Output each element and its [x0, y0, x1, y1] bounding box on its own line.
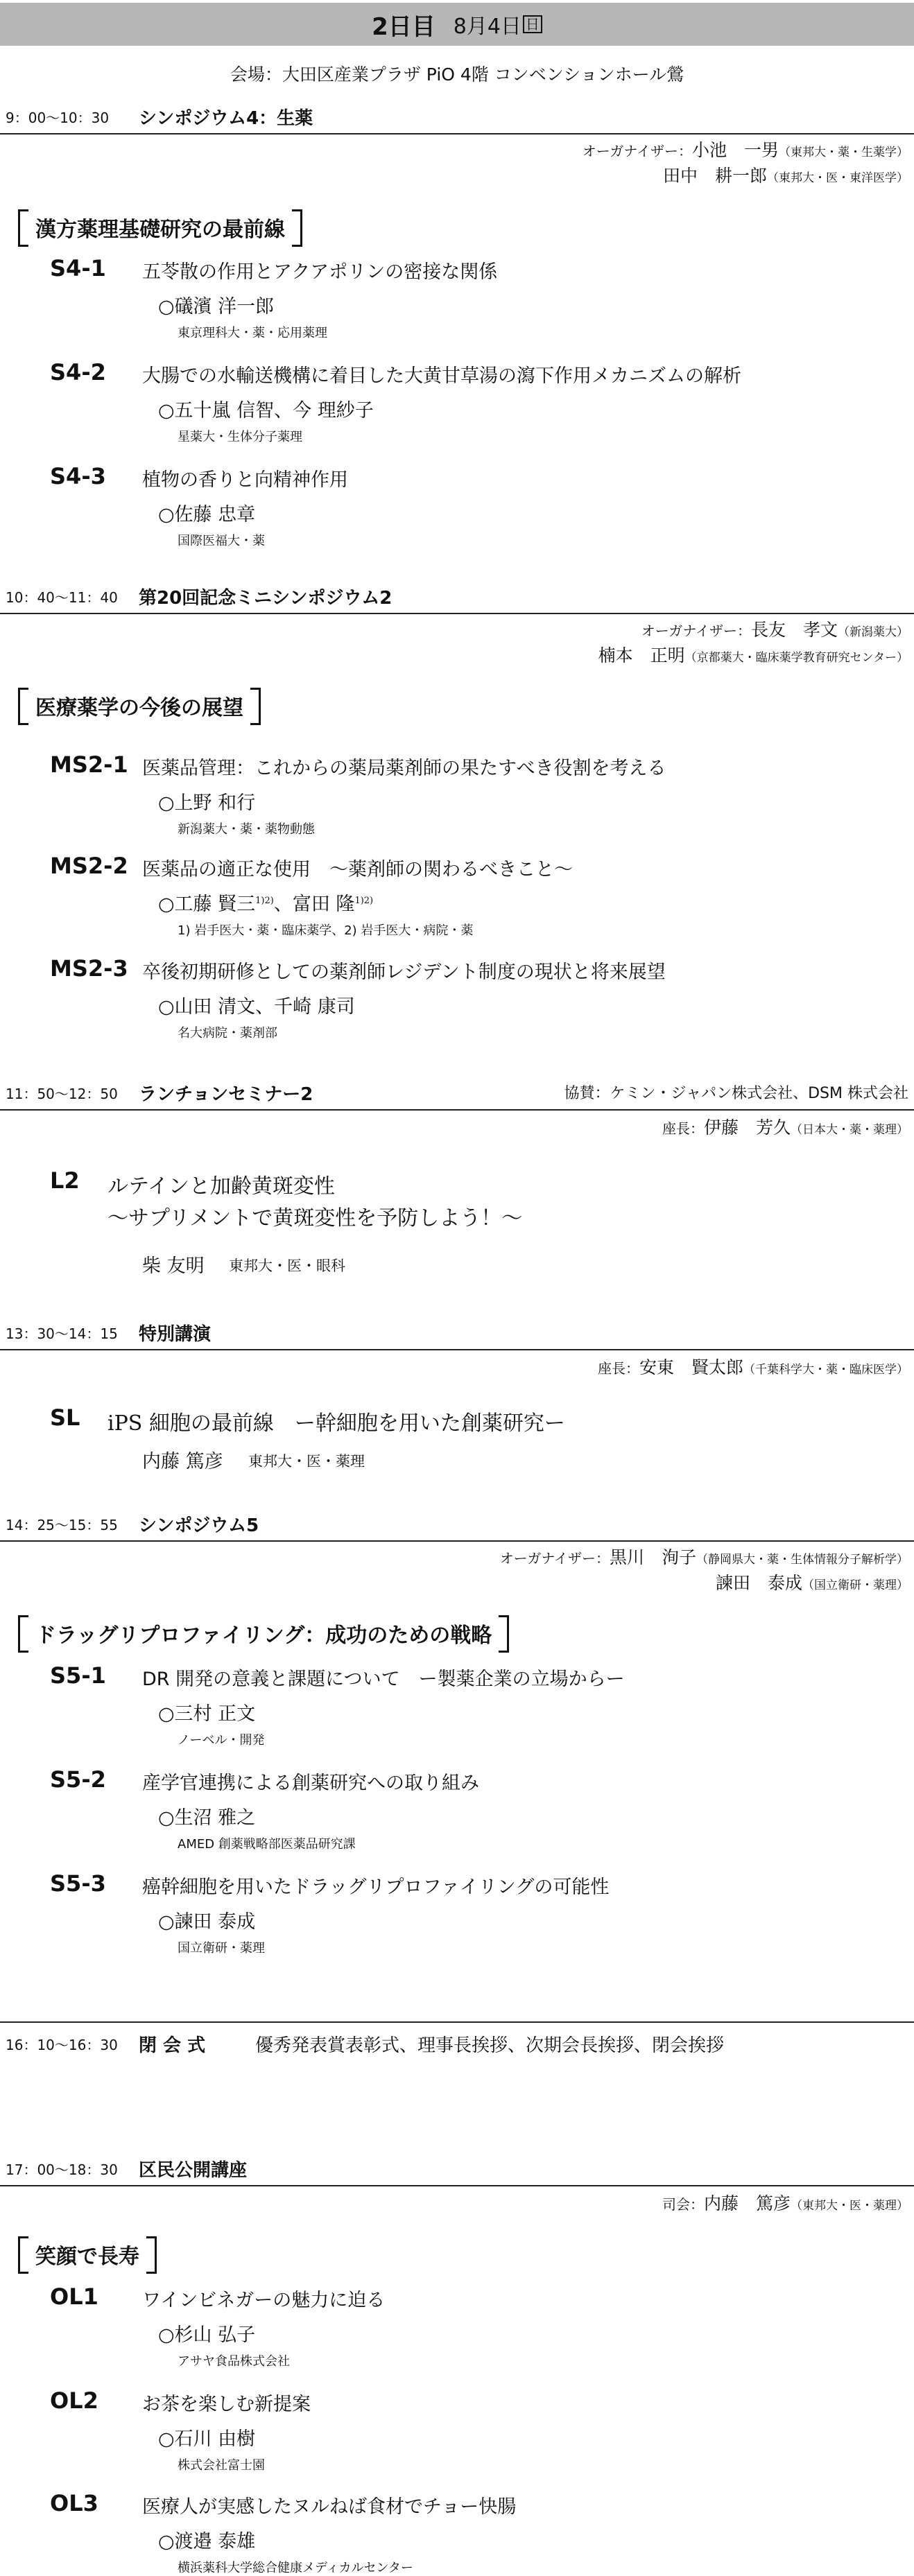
session-title: シンポジウム5	[139, 1515, 259, 1536]
organizer-name: 黒川 洵子	[609, 1547, 696, 1567]
talk-title: 産学官連携による創薬研究への取り組み	[142, 1773, 479, 1794]
chair-affiliation: （千葉科学大・薬・臨床医学）	[743, 1363, 908, 1377]
organizer-name: 諫田 泰成	[715, 1573, 802, 1593]
talk-title: ワインビネガーの魅力に迫る	[142, 2290, 386, 2311]
organizer-affiliation: （東邦大・薬・生薬学）	[779, 146, 908, 159]
venue-line: 会場：大田区産業プラザ PiO 4階 コンベンションホール鶯	[230, 64, 684, 85]
chair-affiliation: （日本大・薬・薬理）	[791, 1123, 908, 1137]
talk-speaker: ○佐藤 忠章	[158, 504, 256, 525]
talk-title: 癌幹細胞を用いたドラッグリプロファイリングの可能性	[142, 1877, 610, 1898]
chair-label: 座長：	[597, 1360, 639, 1377]
divider	[0, 1109, 914, 1111]
talk-title: 大腸での水輸送機構に着目した大黄甘草湯の瀉下作用メカニズムの解析	[142, 365, 741, 387]
talk-speaker: ○杉山 弘子	[158, 2324, 256, 2346]
talk-subtitle: ～サプリメントで黄斑変性を予防しよう！～	[107, 1206, 523, 1230]
talk-affiliation: 東邦大・医・眼科	[229, 1257, 345, 1274]
closing-program: 優秀発表賞表彰式、理事長挨拶、次期会長挨拶、閉会挨拶	[255, 2035, 725, 2056]
session-theme: 笑顔で長寿	[18, 2236, 157, 2274]
divider	[0, 133, 914, 134]
talk-code: S5-2	[50, 1766, 106, 1793]
session-theme: 医療薬学の今後の展望	[18, 688, 261, 725]
talk-code: S4-1	[50, 255, 106, 281]
talk-speaker: ○五十嵐 信智、今 理紗子	[158, 400, 374, 421]
talk-title: 植物の香りと向精神作用	[142, 469, 348, 491]
session-title: 区民公開講座	[139, 2160, 248, 2181]
organizer-label: オーガナイザー：	[499, 1550, 610, 1567]
organizer-affiliation: （京都薬大・臨床薬学教育研究センター）	[684, 651, 908, 665]
talk-speaker	[158, 889, 373, 916]
talk-code: MS2-1	[50, 751, 128, 778]
divider	[0, 2021, 914, 2023]
talk-affiliation: 国際医福大・薬	[178, 534, 265, 548]
talk-title: お茶を楽しむ新提案	[142, 2394, 311, 2415]
talk-affiliation: 星薬大・生体分子薬理	[178, 430, 302, 444]
talk-affiliation: 横浜薬科大学総合健康メディカルセンター	[178, 2561, 413, 2575]
talk-speaker: ○渡邉 泰雄	[158, 2531, 256, 2552]
talk-title: 医療人が実感したヌルねば食材でチョー快腸	[142, 2496, 517, 2518]
talk-speaker: ○諫田 泰成	[158, 1911, 256, 1933]
host-affiliation: （東邦大・医・薬理）	[791, 2199, 908, 2213]
divider	[0, 1540, 914, 1542]
speaker-a: ○工藤 賢三	[158, 894, 256, 915]
talk-speaker: ○礒濱 洋一郎	[158, 296, 275, 317]
chair-name: 安東 賢太郎	[639, 1357, 743, 1377]
chair	[598, 1356, 908, 1382]
talk-title: 卒後初期研修としての薬剤師レジデント制度の現状と将来展望	[142, 961, 666, 983]
host-label: 司会：	[662, 2196, 704, 2213]
talk-code: OL3	[50, 2490, 98, 2516]
talk-affiliation: 新潟薬大・薬・薬物動態	[178, 822, 315, 837]
session-time: 16：10～16：30	[6, 2037, 118, 2053]
talk-affiliation: 国立衛研・薬理	[178, 1941, 265, 1956]
organizer-label: オーガナイザー：	[582, 143, 692, 159]
session-theme: 漢方薬理基礎研究の最前線	[18, 209, 302, 247]
speaker-b: 、富田 隆	[273, 894, 355, 915]
session-title: ランチョンセミナー2	[139, 1084, 313, 1105]
day-header	[0, 3, 914, 46]
organizer-name: 長友 孝文	[750, 620, 838, 640]
talk-title: ルテインと加齢黄斑変性	[107, 1174, 335, 1199]
organizer-affiliation: （静岡県大・薬・生体情報分子解析学）	[696, 1553, 908, 1567]
organizers	[598, 618, 908, 670]
sponsor-line: 協賛：ケミン・ジャパン株式会社、DSM 株式会社	[564, 1085, 908, 1102]
talk-code: S4-2	[50, 359, 106, 385]
session-time: 13：30～14：15	[6, 1325, 118, 1342]
organizer-affiliation: （東邦大・医・東洋医学）	[767, 171, 908, 185]
talk-code: OL2	[50, 2387, 98, 2414]
organizer-name: 楠本 正明	[598, 645, 685, 665]
talk-code: S5-1	[50, 1662, 106, 1689]
speaker-b-affiliation-mark: 1)2)	[354, 896, 374, 906]
divider	[0, 1349, 914, 1350]
talk-affiliation: 株式会社富士園	[178, 2458, 265, 2473]
talk-affiliation: 1) 岩手医大・薬・臨床薬学、2) 岩手医大・病院・薬	[178, 923, 474, 938]
talk-title: 医薬品の適正な使用 ～薬剤師の関わるべきこと～	[142, 859, 573, 880]
talk-title: DR 開発の意義と課題について ー製薬企業の立場からー	[142, 1669, 625, 1690]
talk-speaker: 柴 友明	[142, 1255, 205, 1277]
talk-speaker: 内藤 篤彦	[142, 1451, 223, 1472]
session-time: 10：40～11：40	[6, 589, 118, 606]
organizer-label: オーガナイザー：	[641, 623, 751, 639]
session-title: 閉 会 式	[139, 2035, 206, 2056]
talk-affiliation: アサヤ食品株式会社	[178, 2354, 290, 2369]
session-time: 9：00～10：30	[6, 110, 110, 126]
talk-speaker: ○生沼 雅之	[158, 1807, 256, 1829]
talk-affiliation: AMED 創薬戦略部医薬品研究課	[178, 1837, 356, 1852]
talk-affiliation: 東邦大・医・薬理	[248, 1453, 365, 1470]
talk-title: iPS 細胞の最前線 ー幹細胞を用いた創薬研究ー	[107, 1411, 565, 1436]
talk-speaker: ○三村 正文	[158, 1703, 256, 1725]
talk-speaker: ○石川 由樹	[158, 2428, 256, 2450]
organizer-name: 小池 一男	[691, 140, 779, 160]
talk-code: MS2-2	[50, 853, 128, 879]
host	[662, 2192, 908, 2218]
organizer-affiliation: （国立衛研・薬理）	[802, 1578, 908, 1592]
talk-code: MS2-3	[50, 955, 128, 982]
host-name: 内藤 篤彦	[703, 2193, 791, 2213]
divider	[0, 2185, 914, 2186]
session-title: シンポジウム4：生薬	[139, 108, 313, 129]
session-time: 11：50～12：50	[6, 1086, 118, 1102]
talk-affiliation: 名大病院・薬剤部	[178, 1026, 277, 1041]
session-time: 17：00～18：30	[6, 2161, 118, 2178]
day-label: 2日目	[372, 12, 436, 41]
organizers	[500, 1546, 908, 1597]
chair	[662, 1116, 908, 1142]
talk-speaker: ○上野 和行	[158, 792, 256, 814]
speaker-a-affiliation-mark: 1)2)	[255, 896, 274, 906]
talk-code: L2	[50, 1167, 80, 1194]
weekday-badge: 日	[523, 15, 542, 33]
talk-title: 医薬品管理：これからの薬局薬剤師の果たすべき役割を考える	[142, 758, 666, 779]
talk-code: S4-3	[50, 463, 106, 489]
divider	[0, 613, 914, 614]
session-time: 14：25～15：55	[6, 1517, 118, 1533]
talk-title: 五苓散の作用とアクアポリンの密接な関係	[142, 261, 498, 283]
date-label: 8月4日	[453, 15, 521, 39]
talk-speaker: ○山田 清文、千崎 康司	[158, 996, 355, 1018]
chair-name: 伊藤 芳久	[703, 1117, 791, 1138]
session-title: 特別講演	[139, 1324, 212, 1345]
talk-code: SL	[50, 1404, 80, 1431]
talk-code: OL1	[50, 2283, 98, 2310]
organizer-name: 田中 耕一郎	[662, 166, 767, 186]
session-title: 第20回記念ミニシンポジウム2	[139, 588, 393, 609]
talk-code: S5-3	[50, 1870, 106, 1897]
chair-label: 座長：	[662, 1120, 704, 1137]
organizers	[583, 139, 908, 190]
talk-affiliation: 東京理科大・薬・応用薬理	[178, 326, 327, 340]
organizer-affiliation: （新潟薬大）	[838, 625, 908, 639]
session-theme: ドラッグリプロファイリング：成功のための戦略	[18, 1615, 509, 1653]
talk-affiliation: ノーベル・開発	[178, 1733, 265, 1748]
